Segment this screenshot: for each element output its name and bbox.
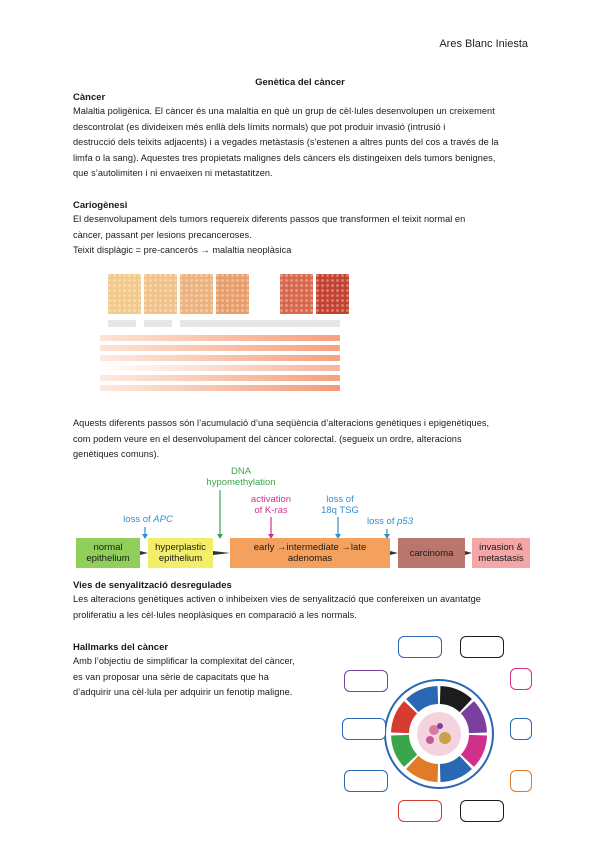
tissue-tile <box>180 274 213 314</box>
event-label: of K-ras <box>254 505 288 516</box>
stage-arrow <box>213 551 230 555</box>
row-label: · <box>74 335 76 339</box>
progress-bar <box>100 335 340 341</box>
hallmark-box <box>460 800 504 822</box>
stage-invasion-metastasis: invasion & metastasis <box>472 538 530 568</box>
text-line: Les alteracions genètiques activen o inhibeixen vies de senyalització que confereixen un avantatge <box>73 594 481 604</box>
wheel-cell <box>426 736 434 744</box>
paragraph-cariogenesi <box>73 212 528 259</box>
progress-bar <box>100 375 340 381</box>
event-label: activation <box>250 494 292 505</box>
hallmark-box <box>510 668 532 690</box>
tissue-tile <box>144 274 177 314</box>
hallmark-box <box>342 718 386 740</box>
document-title: Genètica del càncer <box>255 77 345 88</box>
stage-bar <box>144 320 172 327</box>
text-line: Teixit displàgic = pre-cancerós → malaltia neoplàsica <box>73 245 292 256</box>
hallmark-box <box>398 800 442 822</box>
text-line: descontrolat (es divideixen més enllà dels límits normals) que pot produir invasió (intrusió i <box>73 121 446 132</box>
tissue-tile <box>280 274 313 314</box>
text-line: genètiques comuns). <box>73 449 160 460</box>
wheel-cell <box>439 732 451 744</box>
text-line: que s’autolimiten i ni envaeixen ni metastatitzen. <box>73 168 273 179</box>
stage-carcinoma: carcinoma <box>398 538 465 568</box>
heading-cariogenesi: Cariogènesi <box>73 200 128 211</box>
stage-hyperplastic-epithelium: hyperplastic epithelium <box>148 538 213 568</box>
stage-bar <box>180 320 340 327</box>
event-loss-p53: loss of p53 <box>367 516 413 527</box>
text-line: limfa o la sang). Aquestes tres propietats malignes dels càncers els distingeixen dels tumors benignes, <box>73 152 496 163</box>
text-line: es van proposar una sèrie de capacitats que ha <box>73 671 269 682</box>
text-line: proliferatiu a les cèl·lules neoplàsiques en comparació a les normals. <box>73 609 357 620</box>
hallmark-box <box>510 718 532 740</box>
stage-bar <box>108 320 136 327</box>
paragraph-passos <box>73 416 528 463</box>
paragraph-vies <box>73 592 528 623</box>
event-label: 18q TSG <box>321 505 359 516</box>
stage-normal-epithelium: normal epithelium <box>76 538 140 568</box>
text-line: destrucció dels teixits adjacents) i a vegades metàstasis (s’estenen a altres punts del cos a través de la <box>73 137 499 148</box>
heading-cancer: Càncer <box>73 92 106 103</box>
event-label: hypomethylation <box>206 477 276 488</box>
text-line: Aquests diferents passos són l’acumulació d’una seqüència d’alteracions genètiques i epigenètiques, <box>73 418 490 428</box>
hallmark-box <box>344 670 388 692</box>
progress-bar <box>100 345 340 351</box>
tissue-tile <box>216 274 249 314</box>
progress-bar <box>100 385 340 391</box>
progress-bar <box>100 355 340 361</box>
paragraph-cancer <box>73 104 528 182</box>
stage-arrows <box>73 538 533 568</box>
hallmark-box <box>460 636 504 658</box>
event-loss-apc: loss of APC <box>123 514 173 525</box>
author-name: Ares Blanc Iniesta <box>439 38 528 50</box>
stage-arrow <box>390 551 398 555</box>
hallmark-box <box>344 770 388 792</box>
tissue-tile <box>316 274 349 314</box>
heading-hallmarks: Hallmarks del càncer <box>73 642 169 653</box>
hallmarks-wheel-figure <box>342 634 532 824</box>
wheel-cell <box>437 723 443 729</box>
text-line: càncer, passant per lesions precanceroses. <box>73 229 252 240</box>
wheel-cells <box>417 712 461 756</box>
stage-arrow <box>465 551 472 555</box>
colorectal-progression-diagram <box>73 460 533 580</box>
paragraph-hallmarks <box>73 654 326 701</box>
text-line: d’adquirir una cèl·lula per adquirir un fenotip maligne. <box>73 687 293 698</box>
text-line: El desenvolupament dels tumors requereix diferents passos que transformen el teixit normal en <box>73 214 466 224</box>
text-line: com podem veure en el desenvolupament del càncer colorectal. (segueix un ordre, alteracions <box>73 433 462 444</box>
event-label: loss of <box>326 494 354 505</box>
stage-arrow <box>140 551 148 555</box>
event-label: DNA <box>230 466 252 477</box>
tissue-tile <box>108 274 141 314</box>
stage-adenomas: early →intermediate →late adenomas <box>230 538 390 568</box>
progress-bar <box>100 365 340 371</box>
hallmark-box <box>398 636 442 658</box>
hallmark-box <box>510 770 532 792</box>
text-line: Malaltia poligènica. El càncer és una malaltia en què un grup de cèl·lules desenvolupen un creixement <box>73 106 495 116</box>
dysplasia-figure <box>72 262 350 394</box>
text-line: Amb l’objectiu de simplificar la complexitat del càncer, <box>73 656 295 666</box>
heading-vies: Vies de senyalització desregulades <box>73 580 232 591</box>
